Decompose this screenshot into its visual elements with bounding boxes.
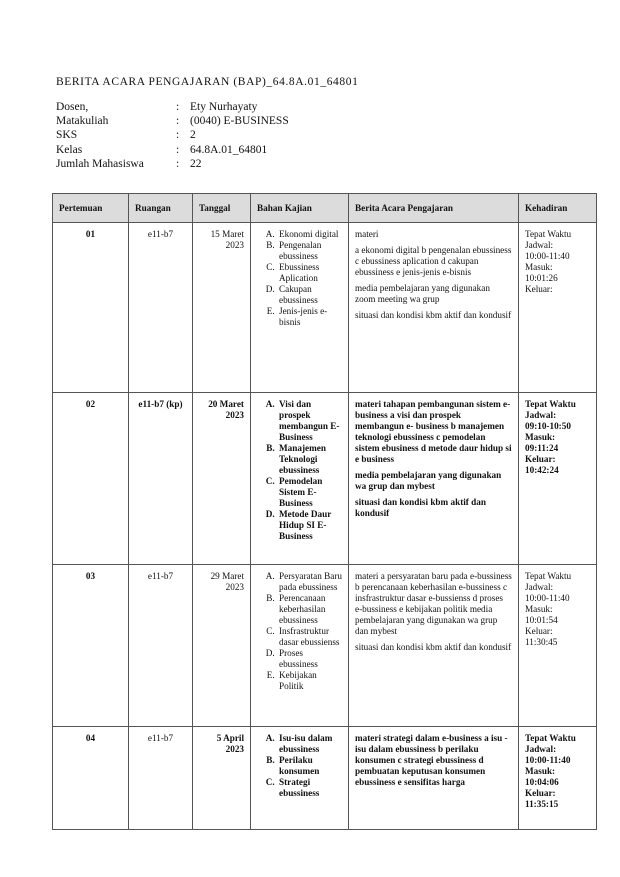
info-value: 64.8A.01_64801 [190, 143, 268, 156]
table-row [53, 565, 597, 727]
berita-paragraph: media pembelajaran yang digunakan zoom meeting wa grup [355, 283, 490, 304]
berita-paragraph: media pembelajaran yang digunakan wa grup dan mybest [355, 470, 502, 491]
kehadiran-line: 10:00-11:40 [525, 755, 571, 765]
header-bahan-kajian: Bahan Kajian [251, 194, 349, 223]
table-row [53, 727, 597, 830]
kehadiran-line: Masuk: [525, 262, 553, 272]
bahan-item: C. Ebussiness Aplication [277, 262, 342, 284]
cell-tanggal: 5 April 2023 [193, 727, 251, 830]
kehadiran-line: Jadwal: [525, 582, 554, 592]
cell-pertemuan: 02 [53, 393, 129, 565]
bahan-item: B. Perilaku konsumen [277, 755, 342, 777]
cell-bahan-kajian [251, 565, 349, 727]
kehadiran-line: Tepat Waktu [525, 571, 572, 581]
bahan-item: C. Pemodelan Sistem E-Business [277, 476, 342, 509]
kehadiran-line: Jadwal: [525, 240, 554, 250]
kehadiran-line: Keluar: [525, 284, 553, 294]
bahan-item: B. Perencanaan keberhasilan ebussiness [277, 593, 342, 626]
bahan-item: C. Strategi ebussiness [277, 777, 342, 799]
bahan-item: B. Pengenalan ebussiness [277, 240, 342, 262]
info-separator: : [176, 115, 180, 128]
bahan-item: A. Ekonomi digital [277, 229, 342, 240]
info-row-matakuliah [56, 114, 289, 128]
cell-tanggal: 20 Maret 2023 [193, 393, 251, 565]
table-row [53, 393, 597, 565]
bahan-item: D. Proses ebussiness [277, 648, 342, 670]
berita-paragraph: materi a persyaratan baru pada e-bussiness b perencanaan keberhasilan e-bussiness c insfrastruktur dasar e-bussienss d proses e-bussiness e kebijakan politik media pembelajaran yang digunakan wa grup dan mybest [355, 571, 512, 636]
bahan-list [257, 229, 342, 328]
kehadiran-line: 10:01:54 [525, 615, 558, 625]
berita-paragraph: materi tahapan pembangunan sistem e-business a visi dan prospek membangun e- business b manajemen teknologi ebussiness c pemodelan sistem ebusiness d metode daur hidup si e business [355, 399, 512, 464]
cell-bahan-kajian [251, 393, 349, 565]
kehadiran-line: 09:11:24 [525, 443, 559, 453]
kehadiran-line: Keluar: [525, 626, 553, 636]
info-separator: : [176, 143, 180, 156]
bahan-list [257, 571, 342, 692]
info-separator: : [176, 157, 180, 170]
info-label: Kelas [56, 143, 83, 156]
kehadiran-line: 10:01:26 [525, 273, 558, 283]
info-row-jumlah-mahasiswa [56, 157, 289, 171]
cell-kehadiran [519, 223, 597, 393]
cell-tanggal: 29 Maret 2023 [193, 565, 251, 727]
kehadiran-line: Masuk: [525, 432, 556, 442]
bap-table [52, 193, 597, 830]
cell-ruangan: e11-b7 [129, 727, 193, 830]
bahan-item: E. Jenis-jenis e-bisnis [277, 306, 342, 328]
info-row-dosen [56, 100, 289, 114]
cell-kehadiran [519, 727, 597, 830]
info-label: Dosen, [56, 101, 89, 113]
cell-ruangan: e11-b7 [129, 565, 193, 727]
kehadiran-line: Keluar: [525, 788, 556, 798]
header-ruangan: Ruangan [129, 194, 193, 223]
cell-kehadiran [519, 565, 597, 727]
bahan-item: D. Cakupan ebussiness [277, 284, 342, 306]
info-row-kelas [56, 143, 289, 157]
info-row-sks [56, 128, 289, 142]
bahan-item: D. Metode Daur Hidup SI E-Business [277, 509, 342, 542]
cell-tanggal: 15 Maret 2023 [193, 223, 251, 393]
bahan-item: A. Persyaratan Baru pada ebussiness [277, 571, 342, 593]
bahan-item: B. Manajemen Teknologi ebussiness [277, 443, 342, 476]
cell-berita-acara [349, 565, 519, 727]
header-tanggal: Tanggal [193, 194, 251, 223]
header-kehadiran: Kehadiran [519, 194, 597, 223]
berita-paragraph: materi strategi dalam e-business a isu -isu dalam ebussiness b perilaku konsumen c strategi ebussiness d pembuatan keputusan konsumen ebussiness e sensifitas harga [355, 733, 508, 787]
info-label: SKS [56, 129, 78, 142]
bahan-list [257, 399, 342, 542]
bahan-item: A. Visi dan prospek membangun E-Business [277, 399, 342, 443]
cell-pertemuan: 04 [53, 727, 129, 830]
course-info [56, 100, 289, 171]
berita-paragraph: situasi dan kondisi kbm aktif dan kondusif [355, 497, 486, 518]
kehadiran-line: 09:10-10:50 [525, 421, 571, 431]
header-pertemuan: Pertemuan [53, 194, 129, 223]
info-value: 22 [190, 157, 202, 170]
berita-paragraph: situasi dan kondisi kbm aktif dan kondusif [355, 642, 512, 652]
cell-bahan-kajian [251, 223, 349, 393]
kehadiran-line: 11:35:15 [525, 799, 559, 809]
header-berita-acara: Berita Acara Pengajaran [349, 194, 519, 223]
kehadiran-line: Tepat Waktu [525, 229, 572, 239]
bahan-list [257, 733, 342, 799]
cell-bahan-kajian [251, 727, 349, 830]
kehadiran-line: Jadwal: [525, 744, 557, 754]
kehadiran-line: Tepat Waktu [525, 733, 576, 743]
info-separator: : [176, 129, 180, 142]
bahan-item: E. Kebijakan Politik [277, 670, 342, 692]
cell-kehadiran [519, 393, 597, 565]
document-title: BERITA ACARA PENGAJARAN (BAP)_64.8A.01_64801 [56, 76, 359, 88]
berita-paragraph: a ekonomi digital b pengenalan ebussiness c ebussiness aplication d cakupan ebussiness e jenis-jenis e-bisnis [355, 245, 512, 277]
cell-pertemuan: 01 [53, 223, 129, 393]
kehadiran-line: 10:00-11:40 [525, 593, 570, 603]
kehadiran-line: Jadwal: [525, 410, 557, 420]
info-value: Ety Nurhayaty [190, 101, 258, 113]
cell-berita-acara [349, 223, 519, 393]
kehadiran-line: 10:04:06 [525, 777, 559, 787]
table-row [53, 223, 597, 393]
kehadiran-line: Tepat Waktu [525, 399, 576, 409]
kehadiran-line: 10:42:24 [525, 465, 559, 475]
cell-berita-acara [349, 393, 519, 565]
cell-berita-acara [349, 727, 519, 830]
kehadiran-line: Masuk: [525, 604, 553, 614]
kehadiran-line: Masuk: [525, 766, 556, 776]
kehadiran-line: 10:00-11:40 [525, 251, 570, 261]
info-value: 2 [190, 129, 196, 142]
table-header-row [53, 194, 597, 223]
berita-paragraph: situasi dan kondisi kbm aktif dan kondusif [355, 310, 512, 320]
kehadiran-line: Keluar: [525, 454, 556, 464]
cell-ruangan: e11-b7 [129, 223, 193, 393]
cell-pertemuan: 03 [53, 565, 129, 727]
info-separator: : [176, 101, 180, 113]
cell-ruangan: e11-b7 (kp) [129, 393, 193, 565]
kehadiran-line: 11:30:45 [525, 637, 558, 647]
info-label: Matakuliah [56, 115, 109, 128]
bahan-item: C. Insfrastruktur dasar ebussienss [277, 626, 342, 648]
bahan-item: A. Isu-isu dalam ebussiness [277, 733, 342, 755]
berita-paragraph: materi [355, 229, 379, 239]
info-label: Jumlah Mahasiswa [56, 157, 144, 170]
info-value: (0040) E-BUSINESS [190, 115, 289, 128]
